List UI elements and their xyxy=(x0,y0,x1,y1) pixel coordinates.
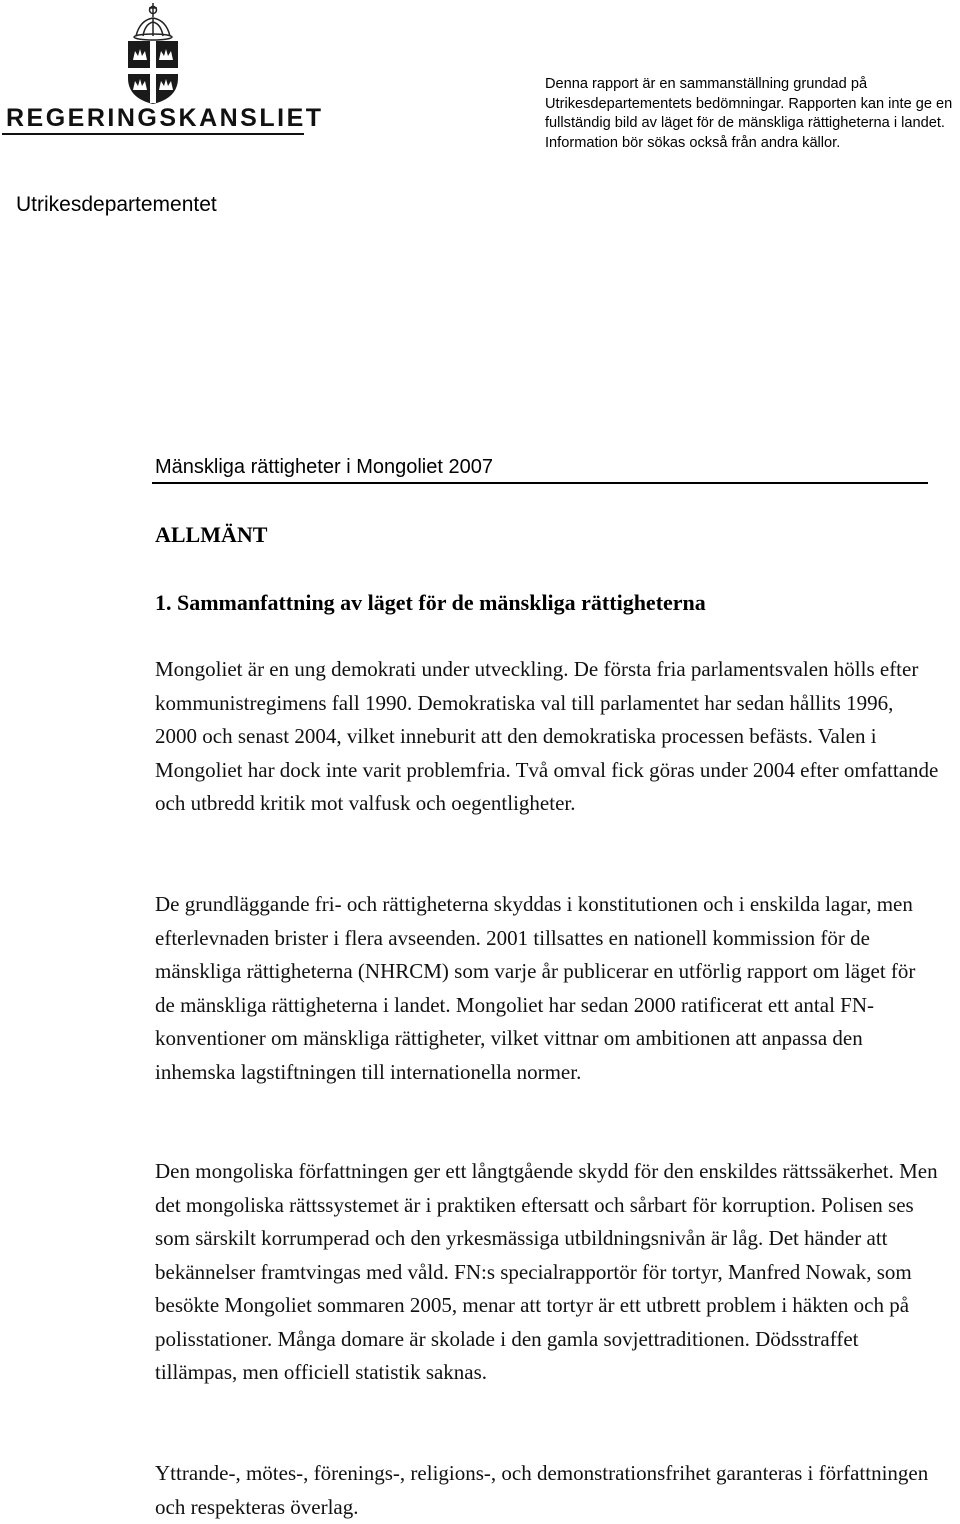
department-name: Utrikesdepartementet xyxy=(16,193,217,216)
disclaimer-text: Denna rapport är en sammanställning grundad på Utrikesdepartementets bedömningar. Rapporten kan inte ge en fullständig bild av läget för de mänskliga rättigheterna i landet. Information bör sökas också från andra källor. xyxy=(545,76,953,151)
crown-shield-emblem-icon xyxy=(0,0,310,110)
body-paragraph: De grundläggande fri- och rättigheterna skyddas i konstitutionen och i enskilda lagar, men efterlevnaden brister i flera avseenden. 2001 tillsattes en nationell kommission för de mänskliga rättigheterna (NHRCM) som varje år publicerar en utförlig rapport om läget för de mänskliga rättigheterna i landet. Mongoliet har sedan 2000 ratificerat ett antal FN-konventioner om mänskliga rättigheter, vilket vittnar om ambitionen att anpassa den inhemska lagstiftningen till internationella normer. xyxy=(155,892,916,1084)
title-divider xyxy=(152,482,928,484)
body-paragraph: Yttrande-, mötes-, förenings-, religions-, och demonstrationsfrihet garanteras i författningen och respekteras överlag. xyxy=(155,1461,929,1519)
subsection-heading: 1. Sammanfattning av läget för de mänskliga rättigheterna xyxy=(155,590,706,615)
document-title: Mänskliga rättigheter i Mongoliet 2007 xyxy=(155,456,493,478)
body-paragraph: Mongoliet är en ung demokrati under utveckling. De första fria parlamentsvalen hölls efter kommunistregimens fall 1990. Demokratiska val till parlamentet har sedan hållits 1996, 2000 och senast 2004, vilket inneburit att den demokratiska processen befästs. Valen i Mongoliet har dock inte varit problemfria. Två omval fick göras under 2004 efter omfattande och utbredd kritik mot valfusk och oegentligheter. xyxy=(155,657,939,815)
body-paragraph: Den mongoliska författningen ger ett långtgående skydd för den enskildes rättssäkerhet. Men det mongoliska rättssystemet är i praktiken eftersatt och sårbart för korruption. Polisen ses som särskilt korrumperad och den yrkesmässiga utbildningsnivån är låg. Det händer att bekännelser framtvingas med våld. FN:s specialrapportör för tortyr, Manfred Nowak, som besökte Mongoliet sommaren 2005, menar att tortyr är ett utbrett problem i häkten och på polisstationer. Många domare är skolade i den gamla sovjettraditionen. Dödsstraffet tillämpas, men officiell statistik saknas. xyxy=(155,1159,938,1384)
section-heading: ALLMÄNT xyxy=(155,522,268,547)
logo-wordmark: REGERINGSKANSLIET xyxy=(6,104,324,132)
logo-underline xyxy=(2,133,304,135)
regeringskansliet-logo xyxy=(0,0,324,145)
